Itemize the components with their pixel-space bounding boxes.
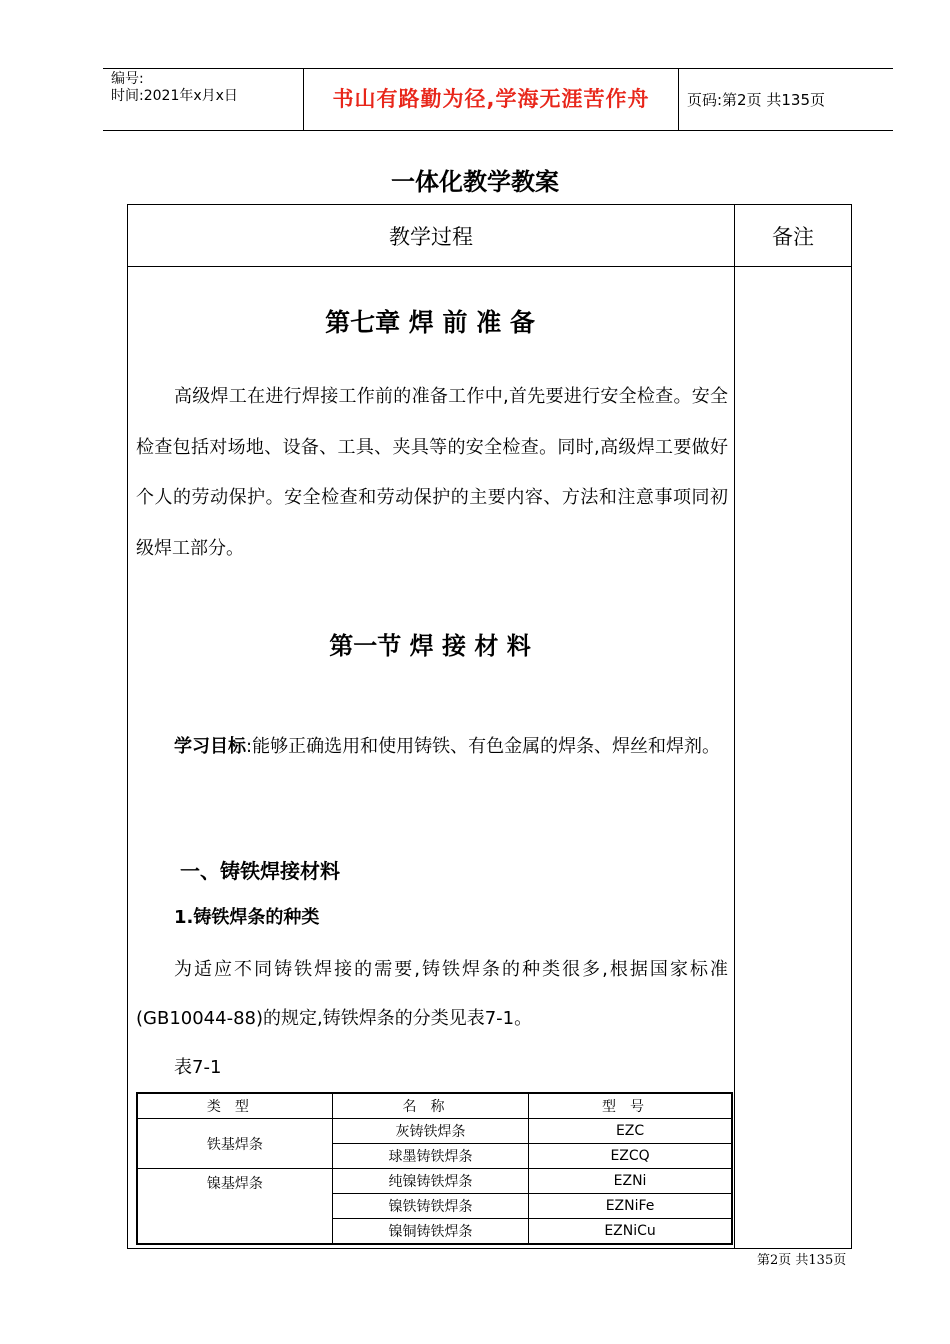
chapter-title: 第七章 焊 前 准 备: [325, 308, 535, 337]
column-header-remarks: 备注: [772, 225, 814, 249]
intro-paragraph: 高级焊工在进行焊接工作前的准备工作中,首先要进行安全检查。安全检查包括对场地、设备、工具、夹具等的安全检查。同时,高级焊工要做好个人的劳动保护。安全检查和劳动保护的主要内容、方法和注意事项同初级焊工部分。: [136, 386, 728, 559]
table-group-cell: 镍基焊条: [137, 1169, 332, 1245]
table-cell-name: 纯镍铸铁焊条: [332, 1169, 528, 1194]
table-cell-name: 灰铸铁焊条: [332, 1119, 528, 1144]
table-row: [137, 1119, 732, 1144]
header-divider: [678, 69, 679, 130]
table-cell-model: EZNi: [529, 1169, 732, 1194]
header-motto: 书山有路勤为径,学海无涯苦作舟: [332, 87, 650, 111]
header-date: 时间:2021年x月x日: [111, 88, 238, 104]
section-title: 第一节 焊 接 材 料: [329, 632, 531, 660]
learning-goal-label: 学习目标: [174, 736, 246, 757]
header-code: 编号:: [111, 71, 144, 87]
table-header-model: 型号: [529, 1093, 732, 1119]
table-caption: 表7-1: [174, 1057, 222, 1078]
column-divider: [734, 205, 735, 1248]
column-header-process: 教学过程: [389, 225, 473, 249]
header-row-divider: [128, 266, 851, 267]
table-group-cell: 铁基焊条: [137, 1119, 332, 1169]
body-paragraph: 为适应不同铸铁焊接的需要,铸铁焊条的种类很多,根据国家标准(GB10044-88)的规定,铸铁焊条的分类见表7-1。: [136, 959, 728, 1029]
table-header-row: [137, 1093, 732, 1119]
table-cell-name: 镍铜铸铁焊条: [332, 1219, 528, 1245]
table-cell-model: EZC: [529, 1119, 732, 1144]
heading-level2: 1.铸铁焊条的种类: [174, 907, 320, 928]
table-header-name: 名称: [332, 1093, 528, 1119]
page-header: [103, 68, 893, 131]
table-header-type: 类型: [137, 1093, 332, 1119]
header-page-info: 页码:第2页 共135页: [687, 91, 825, 109]
page-footer: 第2页 共135页: [757, 1253, 847, 1268]
table-cell-name: 镍铁铸铁焊条: [332, 1194, 528, 1219]
learning-goal: [136, 722, 728, 773]
document-title: 一体化教学教案: [391, 168, 559, 196]
learning-goal-text: :能够正确选用和使用铸铁、有色金属的焊条、焊丝和焊剂。: [246, 736, 721, 757]
table-cell-model: EZCQ: [529, 1144, 732, 1169]
header-meta: [111, 71, 238, 105]
table-row: [137, 1169, 732, 1194]
heading-level1: 一、铸铁焊接材料: [180, 859, 340, 883]
electrode-table: [136, 1092, 733, 1245]
table-cell-model: EZNiFe: [529, 1194, 732, 1219]
table-cell-model: EZNiCu: [529, 1219, 732, 1245]
table-cell-name: 球墨铸铁焊条: [332, 1144, 528, 1169]
